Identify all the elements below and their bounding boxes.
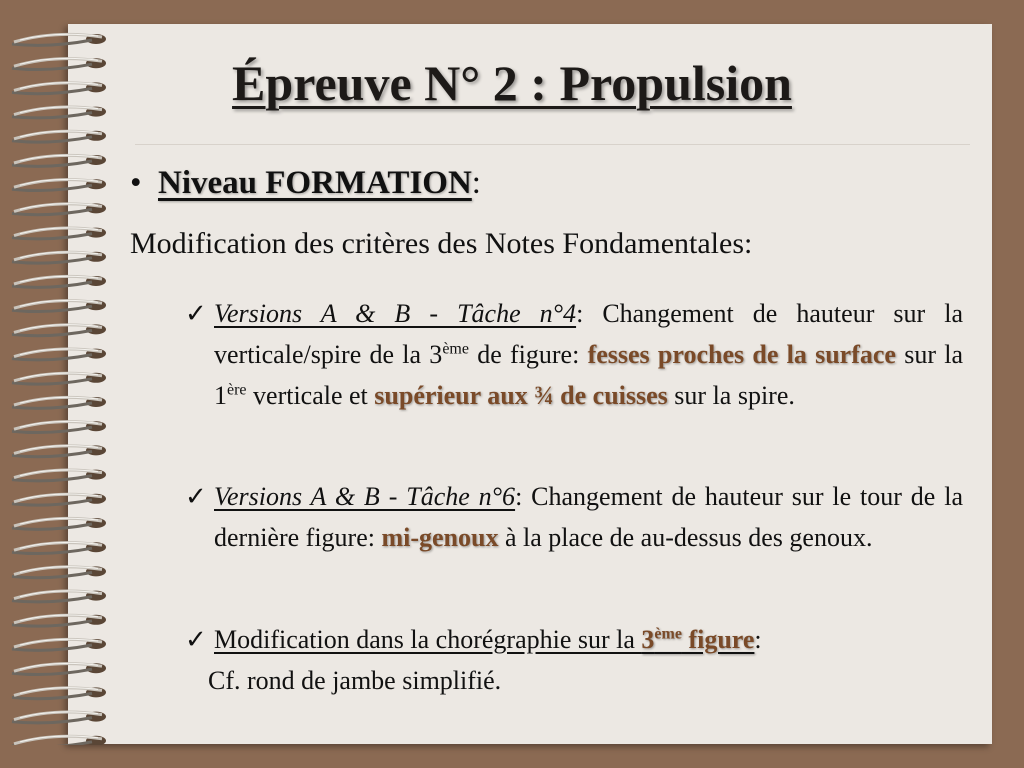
binding-ring — [12, 445, 106, 456]
spiral-binding — [10, 20, 120, 745]
superscript: ème — [442, 340, 469, 358]
checkmark-icon: ✓ — [185, 482, 207, 511]
item-text: sur la spire. — [667, 381, 795, 410]
binding-ring — [12, 179, 106, 190]
list-item-choreography — [185, 619, 963, 701]
item-text: : Changement de hauteur sur le tour de la dernière figure: — [214, 482, 963, 552]
binding-ring — [12, 252, 106, 263]
item-text: Modification dans la chorégraphie sur la — [214, 625, 642, 654]
level-label: Niveau FORMATION — [158, 165, 472, 201]
highlight-text: fesses proches de la surface — [587, 340, 896, 369]
task-ref: Versions A & B - Tâche n°4 — [214, 299, 577, 328]
item-text: à la place de au-dessus des genoux. — [498, 523, 873, 552]
highlight-text: supérieur aux ¾ de cuisses — [374, 381, 668, 410]
binding-ring — [12, 518, 106, 529]
checkmark-icon: ✓ — [185, 625, 207, 654]
binding-ring — [12, 712, 106, 723]
binding-ring — [12, 349, 106, 360]
binding-ring — [12, 155, 106, 166]
superscript: ème — [654, 625, 682, 643]
list-item-body — [208, 619, 963, 701]
level-bullet — [130, 165, 481, 202]
binding-ring — [12, 566, 106, 577]
item-text: verticale et — [246, 381, 375, 410]
superscript: ère — [227, 381, 247, 399]
highlight-text: mi-genoux — [381, 523, 499, 552]
intro-text: Modification des critères des Notes Fondamentales: — [130, 227, 753, 260]
level-suffix: : — [471, 165, 481, 201]
checkmark-icon: ✓ — [185, 299, 207, 328]
binding-ring — [12, 324, 106, 335]
binding-ring — [12, 736, 106, 745]
binding-ring — [12, 228, 106, 239]
task-ref: Versions A & B - Tâche n°6 — [214, 482, 516, 511]
binding-ring — [12, 615, 106, 626]
item-lead — [214, 625, 754, 654]
highlight-text: figure — [681, 625, 755, 654]
item-text: de figure: — [468, 340, 588, 369]
binding-ring — [12, 421, 106, 432]
binding-ring — [12, 131, 106, 142]
list-item-task4 — [185, 293, 963, 416]
binding-ring — [12, 203, 106, 214]
page-title: Épreuve N° 2 : Propulsion — [232, 55, 792, 111]
binding-ring — [12, 470, 106, 481]
binding-ring — [12, 639, 106, 650]
binding-ring — [12, 34, 106, 45]
list-item-task6 — [185, 476, 963, 558]
binding-ring — [12, 494, 106, 505]
title-divider — [135, 144, 970, 145]
binding-ring — [12, 397, 106, 408]
binding-ring — [12, 542, 106, 553]
binding-ring — [12, 276, 106, 287]
item-text: : Changement de hauteur sur la verticale/spire de la 3 — [214, 299, 963, 369]
binding-ring — [12, 663, 106, 674]
item-text: : — [754, 625, 762, 654]
binding-ring — [12, 373, 106, 384]
item-text: Cf. rond de jambe simplifié. — [208, 666, 502, 695]
bullet-icon: • — [130, 165, 142, 201]
list-item-body — [214, 476, 963, 558]
binding-ring — [12, 687, 106, 698]
binding-ring — [12, 300, 106, 311]
item-text: sur la 1 — [214, 340, 963, 410]
list-item-body — [214, 293, 963, 416]
binding-ring — [12, 591, 106, 602]
highlight-text: 3 — [641, 625, 655, 654]
